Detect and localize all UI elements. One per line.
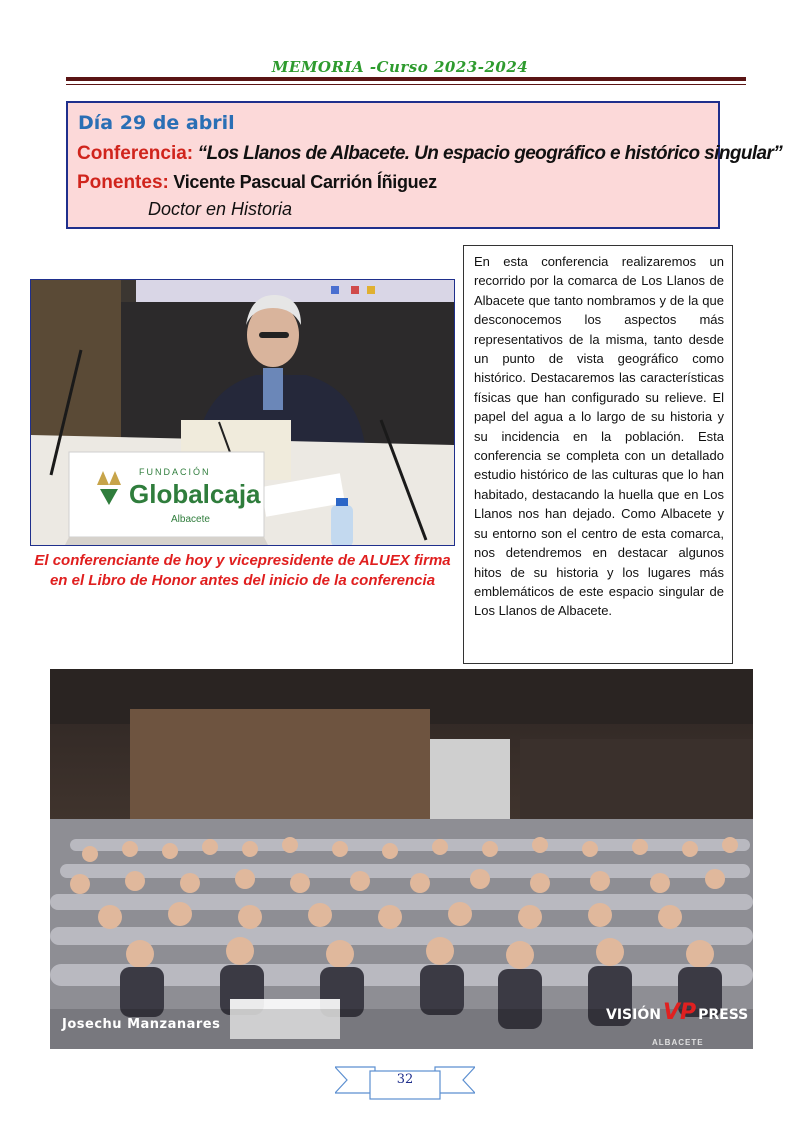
sign-sub-text: Albacete <box>171 514 210 525</box>
logo-mark: VP <box>662 1000 697 1025</box>
sign-small-text: FUNDACIÓN <box>139 467 211 477</box>
conference-title: “Los Llanos de Albacete. Un espacio geográfico e histórico singular” <box>197 143 783 164</box>
photo-credit: Josechu Manzanares <box>62 1017 221 1032</box>
event-date: Día 29 de abril <box>78 112 235 134</box>
event-info-box <box>66 101 783 229</box>
speaker-role: Doctor en Historia <box>148 199 293 219</box>
document-header-title: MEMORIA -Curso 2023-2024 <box>271 58 529 76</box>
page-number: 32 <box>396 1072 414 1087</box>
speaker-name: Vicente Pascual Carrión Íñiguez <box>173 172 437 192</box>
conference-label: Conferencia: <box>77 143 194 164</box>
conference-line <box>77 143 782 165</box>
speakers-line <box>77 172 437 194</box>
speaker-signing-photo <box>30 279 455 546</box>
speakers-label: Ponentes: <box>77 172 169 193</box>
photo-caption: El conferenciante de hoy y vicepresidente de ALUEX firma en el Libro de Honor antes del inicio de la conferencia <box>34 552 451 589</box>
logo-city: ALBACETE <box>652 1038 704 1047</box>
vision-press-logo <box>606 1000 748 1025</box>
audience-photo <box>50 669 753 1049</box>
logo-left-text: VISIÓN <box>606 1007 661 1023</box>
header-rule-thick <box>66 77 746 81</box>
logo-right-text: PRESS <box>698 1007 749 1023</box>
header-rule-thin <box>66 84 746 85</box>
sign-main-text: Globalcaja <box>129 479 261 509</box>
conference-description: En esta conferencia realizaremos un recorrido por la comarca de Los Llanos de Albacete que tanto nombramos y de la que desconocemos los aspectos más representativos de la misma, tanto desde un punto de vista geográfico como histórico. Destacaremos las características físicas que han configurado su relieve. El papel del agua a lo largo de su historia y su incidencia en la población. Esta conferencia se completa con un detallado estudio histórico de las culturas que lo han habitado, destacando la huella que en Los Llanos nos han dejado. Como Albacete y su entorno son el centro de esta comarca, nos detendremos en destacar algunos hitos de su historia y los lugares más emblemáticos de este espacio singular de Los Llanos de Albacete. <box>463 245 733 664</box>
